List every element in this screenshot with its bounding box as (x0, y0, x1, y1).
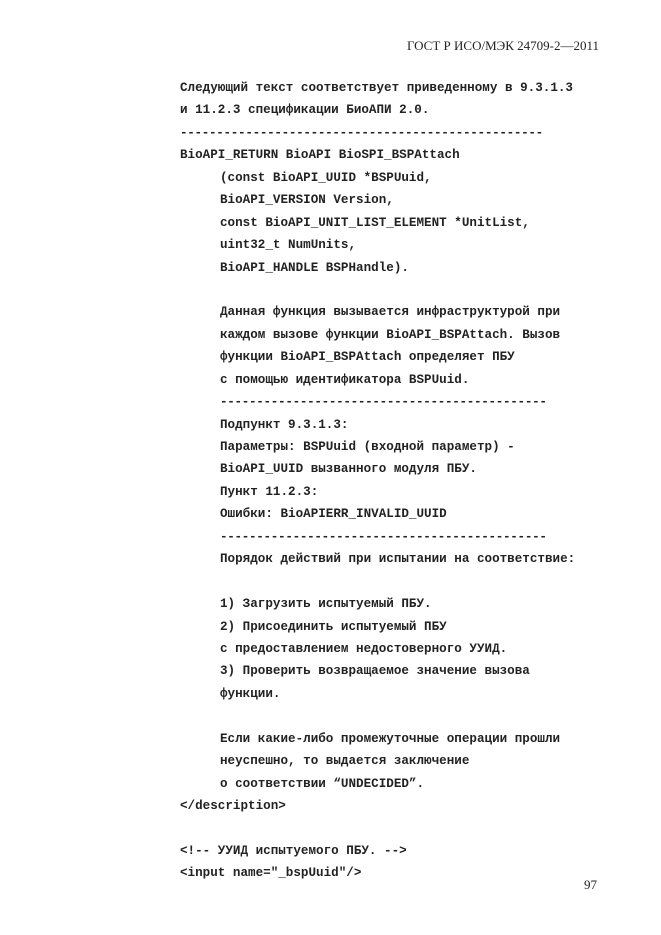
code-line: <input name="_bspUuid"/> (180, 866, 362, 881)
code-line: с помощью идентификатора BSPUuid. (220, 372, 470, 387)
code-line: функции BioAPI_BSPAttach определяет ПБУ (220, 350, 515, 365)
code-line: Порядок действий при испытании на соответствие: (220, 552, 576, 567)
code-line: Следующий текст соответствует приведенному в 9.3.1.3 (180, 81, 573, 95)
code-line: и 11.2.3 спецификации БиоАПИ 2.0. (180, 103, 430, 118)
code-line: BioAPI_VERSION Version, (220, 193, 394, 208)
code-line: uint32_t NumUnits, (220, 238, 357, 253)
code-line: Если какие-либо промежуточные операции прошли (220, 731, 561, 746)
code-line: Подпункт 9.3.1.3: (220, 417, 349, 432)
separator-line: --------------------------------------------- (220, 395, 547, 410)
code-line: BioAPI_HANDLE BSPHandle). (220, 260, 409, 275)
code-line: 1) Загрузить испытуемый ПБУ. (220, 597, 432, 612)
blank-line (180, 279, 610, 301)
blank-line (180, 571, 610, 593)
code-line: BioAPI_UUID вызванного модуля ПБУ. (220, 462, 477, 477)
separator-line: --------------------------------------------- (220, 529, 547, 544)
code-line: BioAPI_RETURN BioAPI BioSPI_BSPAttach (180, 148, 460, 163)
code-line: Данная функция вызывается инфраструктурой при (220, 305, 561, 320)
code-line: const BioAPI_UNIT_LIST_ELEMENT *UnitList, (220, 215, 530, 230)
code-line: с предоставлением недостоверного УУИД. (220, 641, 508, 656)
code-line: 3) Проверить возвращаемое значение вызова (220, 664, 530, 679)
code-line: неуспешно, то выдается заключение (220, 754, 470, 769)
code-line: (const BioAPI_UUID *BSPUuid, (220, 170, 432, 185)
blank-line (180, 817, 610, 839)
blank-line (180, 705, 610, 727)
code-line: </description> (180, 799, 286, 813)
page-header-standard: ГОСТ Р ИСО/МЭК 24709-2—2011 (406, 38, 599, 53)
code-line: о соответствии “UNDECIDED”. (220, 776, 425, 791)
code-line: 2) Присоединить испытуемый ПБУ (220, 619, 447, 634)
code-line: Ошибки: BioAPIERR_INVALID_UUID (220, 507, 447, 522)
code-listing (180, 77, 610, 885)
code-line: Пункт 11.2.3: (220, 484, 319, 499)
code-line: <!-- УУИД испытуемого ПБУ. --> (180, 843, 407, 858)
code-line: Параметры: BSPUuid (входной параметр) - (220, 440, 515, 454)
code-line: каждом вызове функции BioAPI_BSPAttach. Вызов (220, 327, 561, 342)
code-line: функции. (220, 686, 281, 701)
separator-line: -------------------------------------------------- (180, 125, 543, 140)
page-number: 97 (584, 877, 597, 892)
